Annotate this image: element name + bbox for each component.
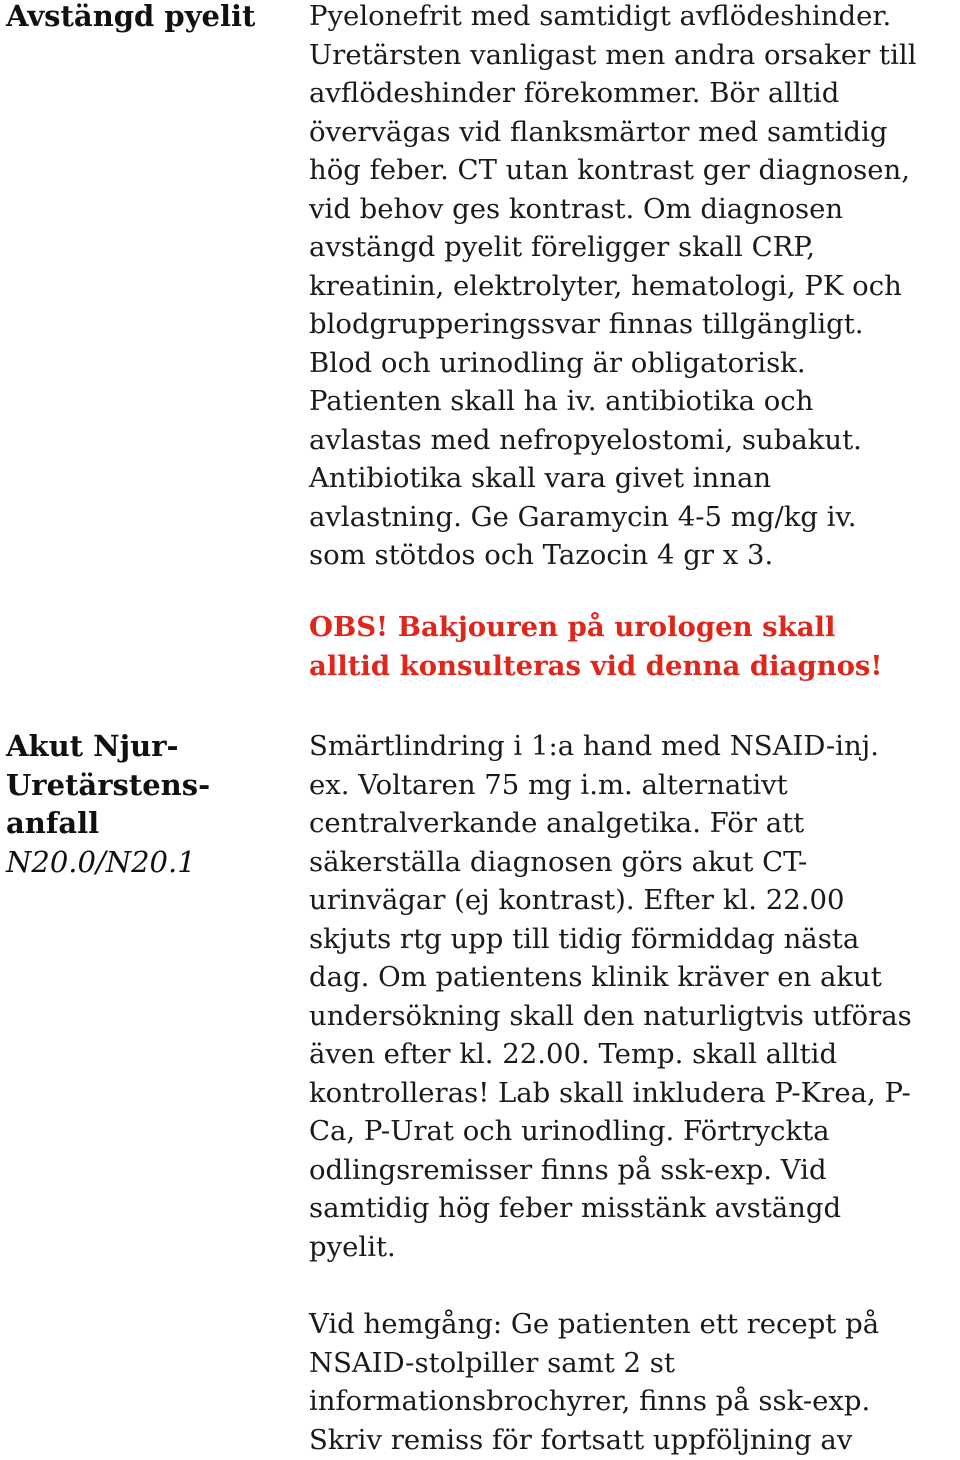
discharge-line: NSAID-stolpiller samt 2 st — [309, 1346, 675, 1379]
body-line: undersökning skall den naturligtvis utföras — [309, 999, 912, 1032]
body-line: som stötdos och Tazocin 4 gr x 3. — [309, 539, 774, 571]
body-line: säkerställa diagnosen görs akut CT- — [309, 845, 808, 878]
body-line: avflödeshinder förekommer. Bör alltid — [309, 77, 840, 109]
heading-line: Avstängd pyelit — [6, 0, 256, 33]
body-line: Uretärsten vanligast men andra orsaker till — [309, 38, 917, 71]
discharge-line: Skriv remiss för fortsatt uppföljning av — [309, 1423, 853, 1456]
body-line: Ca, P-Urat och urinodling. Förtryckta — [309, 1115, 830, 1147]
body-line: dag. Om patientens klinik kräver en akut — [309, 961, 882, 993]
heading-line: Akut Njur- — [6, 729, 179, 763]
body-line: Smärtlindring i 1:a hand med NSAID-inj. — [309, 730, 879, 762]
discharge-line: Vid hemgång: Ge patienten ett recept på — [309, 1308, 880, 1340]
body-line: pyelit. — [309, 1230, 396, 1263]
body-line: övervägas vid flanksmärtor med samtidig — [309, 115, 888, 148]
heading-line: anfall — [6, 806, 100, 840]
discharge-instructions — [309, 1305, 959, 1459]
body-line: även efter kl. 22.00. Temp. skall alltid — [309, 1038, 838, 1070]
body-line: avstängd pyelit föreligger skall CRP, — [309, 231, 815, 263]
body-line: urinvägar (ej kontrast). Efter kl. 22.00 — [309, 884, 845, 916]
warning-notice — [309, 608, 959, 685]
entry-heading — [6, 0, 296, 36]
entry-heading — [6, 727, 296, 881]
body-line: Antibiotika skall vara givet innan — [309, 462, 772, 494]
entry-body — [309, 727, 959, 1266]
diagnosis-code: N20.0/N20.1 — [6, 844, 196, 879]
body-line: centralverkande analgetika. För att — [309, 807, 805, 839]
body-line: vid behov ges kontrast. Om diagnosen — [309, 192, 844, 225]
body-line: kontrolleras! Lab skall inkludera P-Krea, P- — [309, 1076, 911, 1109]
body-line: Patienten skall ha iv. antibiotika och — [309, 385, 814, 417]
body-line: hög feber. CT utan kontrast ger diagnosen, — [309, 154, 910, 186]
body-line: Pyelonefrit med samtidigt avflödeshinder. — [309, 0, 892, 32]
body-line: avlastning. Ge Garamycin 4-5 mg/kg iv. — [309, 500, 857, 533]
body-line: skjuts rtg upp till tidig förmiddag nästa — [309, 922, 860, 955]
body-line: kreatinin, elektrolyter, hematologi, PK och — [309, 269, 902, 302]
warning-line: alltid konsulteras vid denna diagnos! — [309, 649, 883, 682]
heading-line: Uretärstens- — [6, 767, 211, 802]
body-line: samtidig hög feber misstänk avstängd — [309, 1192, 842, 1224]
body-line: avlastas med nefropyelostomi, subakut. — [309, 423, 862, 456]
warning-line: OBS! Bakjouren på urologen skall — [309, 611, 836, 643]
body-line: odlingsremisser finns på ssk-exp. Vid — [309, 1153, 827, 1186]
discharge-line: informationsbrochyrer, finns på ssk-exp. — [309, 1385, 871, 1417]
body-line: Blod och urinodling är obligatorisk. — [309, 346, 806, 379]
body-line: blodgrupperingssvar finnas tillgängligt. — [309, 308, 864, 340]
entry-body — [309, 0, 959, 575]
body-line: ex. Voltaren 75 mg i.m. alternativt — [309, 768, 788, 801]
